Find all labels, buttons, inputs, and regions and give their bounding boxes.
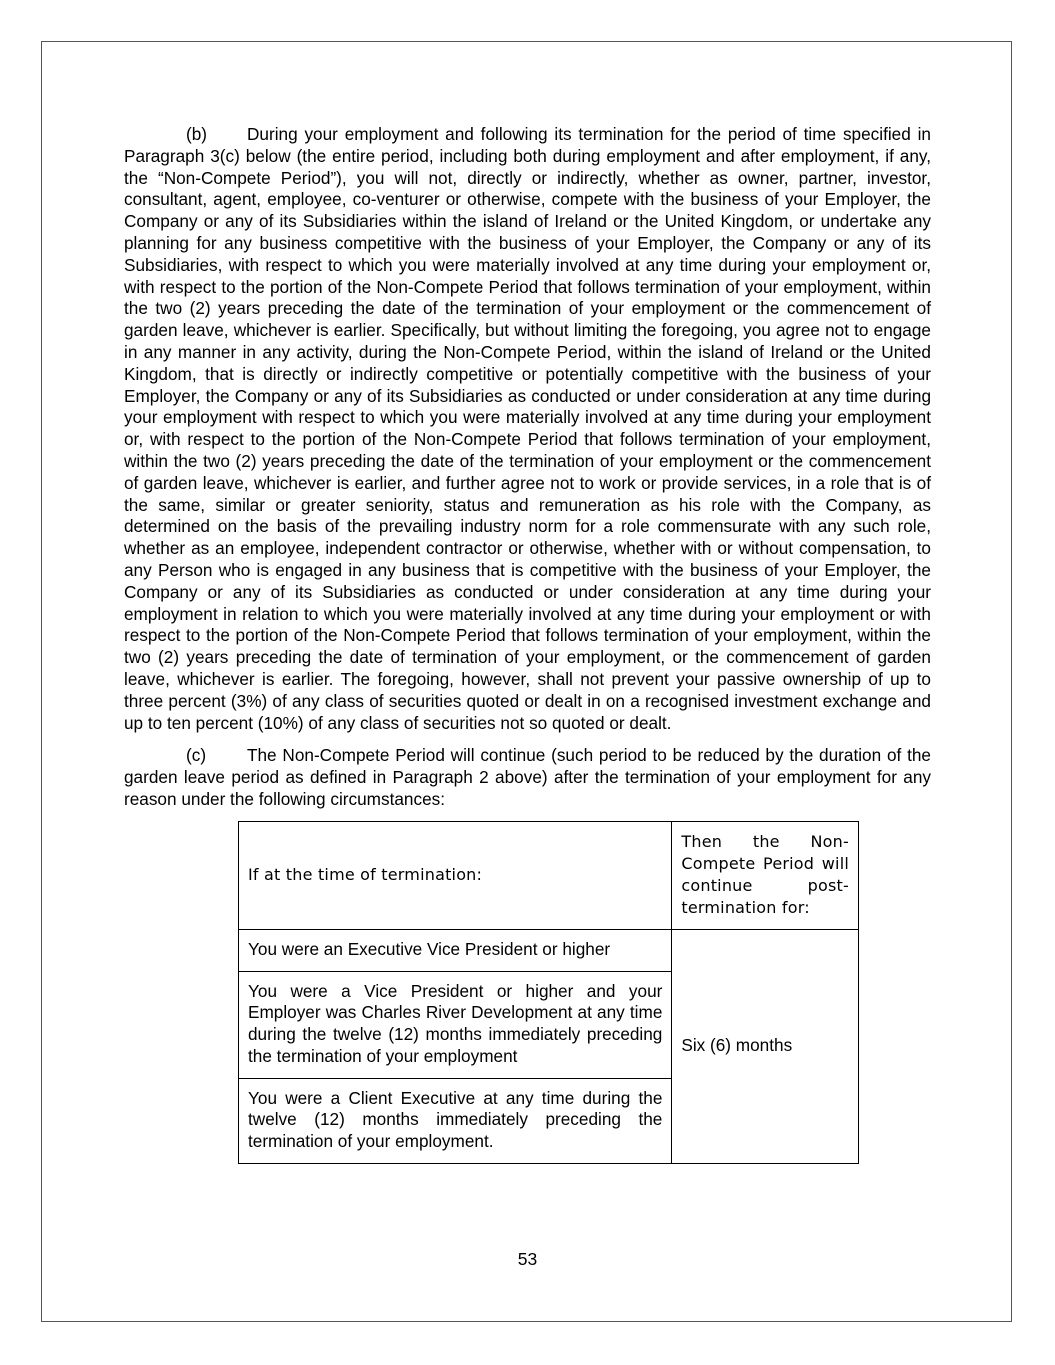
table-row xyxy=(239,929,859,971)
table-cell-condition: You were a Client Executive at any time during the twelve (12) months immediately preceding the termination of your employment. xyxy=(239,1078,672,1163)
paragraph-b-text: During your employment and following its termination for the period of time specified in Paragraph 3(c) below (the entire period, including both during employment and after employment, if any, the “Non-Compete Period”), you will not, directly or indirectly, whether as owner, partner, investor, consultant, agent, employee, co-venturer or otherwise, compete with the business of your Employer, the Company or any of its Subsidiaries within the island of Ireland or the United Kingdom, or undertake any planning for any business competitive with the business of your Employer, the Company or any of its Subsidiaries, with respect to which you were materially involved at any time during your employment or, with respect to the portion of the Non-Compete Period that follows termination of your employment, within the two (2) years preceding the date of the termination of your employment or the commencement of garden leave, whichever is earlier. Specifically, but without limiting the foregoing, you agree not to engage in any manner in any activity, during the Non-Compete Period, within the island of Ireland or the United Kingdom, that is directly or indirectly competitive or potentially competitive with the business of your Employer, the Company or any of its Subsidiaries as conducted or under consideration at any time during your employment with respect to which you were materially involved at any time during your employment or, with respect to the portion of the Non-Compete Period that follows termination of your employment, within the two (2) years preceding the date of the termination of your employment or the commencement of garden leave, whichever is earlier, and further agree not to work or provide services, in a role that is of the same, similar or greater seniority, status and remuneration as his role with the Company, as determined on the basis of the prevailing industry norm for a role commensurate with any such role, whether as an employee, independent contractor or otherwise, whether with or without compensation, to any Person who is engaged in any business that is competitive with the business of your Employer, the Company or any of its Subsidiaries as conducted or under consideration at any time during your employment in relation to which you were materially involved at any time during your employment or with respect to the portion of the Non-Compete Period that follows termination of your employment, within the two (2) years preceding the date of termination of your employment, or the commencement of garden leave, whichever is earlier. The foregoing, however, shall not prevent your passive ownership of up to three percent (3%) of any class of securities quoted or dealt in on a recognised investment exchange and up to ten percent (10%) of any class of securities not so quoted or dealt. xyxy=(124,124,931,733)
non-compete-table xyxy=(238,821,859,1164)
paragraph-c-marker: (c) xyxy=(186,745,207,766)
table-header-duration: Then the Non-Compete Period will continue post-termination for: xyxy=(672,821,859,929)
table-header-row xyxy=(239,821,859,929)
paragraph-c-text: The Non-Compete Period will continue (such period to be reduced by the duration of the garden leave period as defined in Paragraph 2 above) after the termination of your employment for any reason under the following circumstances: xyxy=(124,745,931,809)
document-body xyxy=(124,124,931,1164)
paragraph-c xyxy=(124,745,931,810)
paragraph-b xyxy=(124,124,931,734)
table-cell-condition: You were a Vice President or higher and your Employer was Charles River Development at any time during the twelve (12) months immediately preceding the termination of your employment xyxy=(239,971,672,1078)
table-cell-condition: You were an Executive Vice President or higher xyxy=(239,929,672,971)
page-number: 53 xyxy=(517,1249,538,1269)
paragraph-b-marker: (b) xyxy=(186,124,208,144)
table-cell-duration: Six (6) months xyxy=(672,929,859,1163)
table-header-condition: If at the time of termination: xyxy=(239,821,672,929)
